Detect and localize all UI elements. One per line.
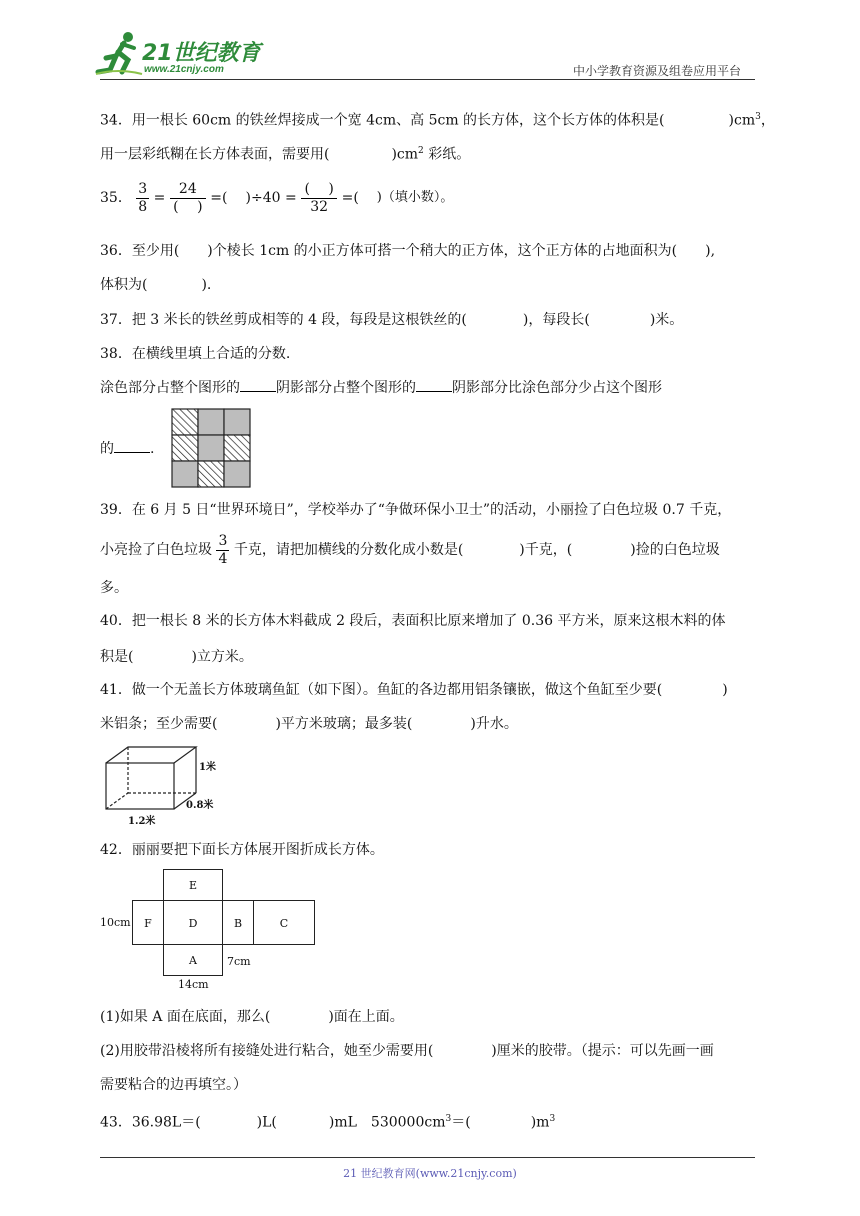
q35-eq: = (153, 190, 166, 206)
footer-text[interactable]: 21 世纪教育网(www.21cnjy.com) (343, 1167, 517, 1180)
q35-mid3: =( (341, 190, 359, 206)
q42-face-f-label: F (144, 917, 152, 930)
q42-face-c (253, 900, 315, 945)
q34-text-e: )cm (391, 146, 419, 163)
q39-a: 小亮捡了白色垃圾 (100, 542, 212, 558)
header-rule (100, 79, 755, 80)
q35-fraction-3 (301, 181, 337, 216)
q42-title: 42．丽丽要把下面长方体展开图折成长方体。 (100, 842, 384, 858)
logo-main-text: 21世纪教育 (142, 41, 261, 66)
q42-label-7cm: 7cm (227, 955, 251, 968)
q35-f2-den: ( ) (173, 198, 203, 215)
q43-a: 43．36.98L＝( (100, 1114, 201, 1131)
q42-face-d (163, 900, 223, 945)
q42-face-b-label: B (233, 917, 243, 930)
q42-sub1-b: )面在上面。 (328, 1009, 404, 1025)
q40-line1: 40．把一根长 8 米的长方体木料截成 2 段后，表面积比原来增加了 0.36 平方米，原来这根木料的体 (100, 613, 726, 629)
q38-a: 涂色部分占整个图形的 (100, 380, 240, 396)
q35-tail: )（填小数）。 (376, 190, 454, 205)
q41-c: 米铝条；至少需要( (100, 716, 218, 732)
q43-c: )mL 530000cm (328, 1114, 446, 1131)
q40-b: )立方米。 (191, 649, 253, 665)
q42-sub2-a: (2)用胶带沿棱将所有接缝处进行粘合，她至少需要用( (100, 1043, 434, 1059)
q34-text-b: )cm (728, 112, 756, 129)
q43-e: )m (530, 1114, 550, 1131)
q34-text-c: ， (760, 112, 775, 129)
q41-e: )升水。 (470, 716, 518, 732)
q40-a: 积是( (100, 649, 134, 665)
q35-f3-num: ( ) (301, 181, 337, 199)
q43-b: )L( (256, 1114, 277, 1131)
q36-a: 36．至少用( (100, 243, 180, 259)
q37-c: )米。 (649, 312, 684, 328)
q37-a: 37．把 3 米长的铁丝剪成相等的 4 段，每段是这根铁丝的( (100, 312, 467, 328)
q39-b: 千克，请把加横线的分数化成小数是( (233, 542, 464, 558)
q42-face-e-label: E (188, 879, 198, 892)
q35-fraction-2 (170, 181, 206, 216)
q41-label-height: 1米 (199, 762, 216, 773)
q41-d: )平方米玻璃；最多装( (275, 716, 413, 732)
q35-f3-den: 32 (310, 198, 329, 215)
q38-line2 (100, 379, 662, 397)
q35-mid1: =( (210, 190, 228, 206)
q42-face-b (222, 900, 254, 945)
q35-fraction-1 (136, 181, 149, 216)
q42-net-figure (100, 869, 330, 989)
q42-sub2-b: )厘米的胶带。（提示：可以先画一画 (491, 1043, 714, 1059)
q42-label-14cm: 14cm (178, 978, 209, 991)
q38-d: 的 (100, 441, 114, 457)
q42-face-c-label: C (279, 917, 289, 930)
q42-sub1-a: (1)如果 A 面在底面，那么( (100, 1009, 271, 1025)
q34-sup2: 2 (418, 146, 424, 156)
q41-label-width: 0.8米 (186, 800, 214, 811)
q38-grid-figure (170, 407, 252, 489)
q43-d: ＝( (451, 1114, 471, 1131)
grid-cell-hatched (172, 435, 198, 461)
q39-frac-den: 4 (218, 550, 228, 567)
q42-sub2-cont: 需要粘合的边再填空。） (100, 1077, 247, 1093)
grid-cell-shaded (198, 409, 224, 435)
q40-line2 (100, 648, 253, 666)
q36-line2 (100, 276, 211, 294)
q42-face-d-label: D (188, 917, 198, 930)
q34-text-a: 34．用一根长 60cm 的铁丝焊接成一个宽 4cm、高 5cm 的长方体，这个长方体的体积是( (100, 112, 665, 129)
q35-line (100, 180, 453, 220)
q39-line1: 39．在 6 月 5 日“世界环境日”，学校举办了“争做环保小卫士”的活动，小丽捡了白色垃圾 0.7 千克， (100, 502, 732, 518)
q36-line1 (100, 242, 715, 260)
q43-line (100, 1110, 555, 1132)
q38-e: . (150, 441, 155, 457)
q37-b: )，每段长( (522, 312, 590, 328)
q39-frac-num: 3 (218, 532, 228, 549)
q38-b: 阴影部分占整个图形的 (276, 380, 416, 396)
q34-line1 (100, 108, 775, 130)
q34-sup1: 3 (755, 112, 761, 122)
q38-line3 (100, 440, 154, 458)
grid-cell-shaded (224, 461, 250, 487)
runner-logo-icon (92, 30, 144, 76)
grid-cell-hatched (198, 461, 224, 487)
q39-line2 (100, 530, 720, 570)
q39-line3: 多。 (100, 580, 128, 596)
header-platform-text: 中小学教育资源及组卷应用平台 (573, 64, 742, 78)
q42-label-10cm: 10cm (100, 916, 131, 929)
logo (92, 30, 262, 78)
q35-f1-num: 3 (138, 180, 148, 197)
q34-line2 (100, 142, 470, 164)
q34-text-d: 用一层彩纸糊在长方体表面，需要用( (100, 146, 330, 163)
q41-line2 (100, 715, 518, 733)
q36-e: ). (201, 277, 212, 293)
grid-cell-shaded (224, 409, 250, 435)
q36-c: ), (705, 243, 716, 259)
q41-b: ) (722, 682, 728, 698)
q38-c: 阴影部分比涂色部分少占这个图形 (452, 380, 662, 396)
grid-cell-shaded (172, 461, 198, 487)
q41-label-length: 1.2米 (128, 816, 156, 827)
q36-d: 体积为( (100, 277, 148, 293)
q34-text-f: 彩纸。 (423, 146, 471, 163)
grid-cell-hatched (172, 409, 198, 435)
grid-cell-shaded (198, 435, 224, 461)
q42-face-f (132, 900, 164, 945)
q39-c: )千克，( (519, 542, 573, 558)
q38-title: 38．在横线里填上合适的分数. (100, 346, 291, 362)
q42-face-a (163, 944, 223, 976)
q42-face-a-label: A (189, 954, 197, 967)
q43-sup1: 3 (445, 1114, 452, 1124)
q35-mid2: )÷40 = (245, 190, 297, 206)
q41-line1 (100, 681, 728, 699)
q35-number: 35． (100, 190, 132, 206)
q42-sub1 (100, 1008, 404, 1026)
q42-face-e (163, 869, 223, 901)
q35-f1-den: 8 (138, 198, 148, 215)
q41-a: 41．做一个无盖长方体玻璃鱼缸（如下图）。鱼缸的各边都用铝条镶嵌，做这个鱼缸至少要( (100, 682, 663, 698)
q36-b: )个棱长 1cm 的小正方体可搭一个稍大的正方体，这个正方体的占地面积为( (207, 243, 678, 259)
q43-sup2: 3 (549, 1114, 556, 1124)
q39-d: )捡的白色垃圾 (630, 542, 720, 558)
footer-rule (100, 1157, 755, 1158)
q35-f2-num: 24 (170, 181, 206, 199)
q39-fraction (216, 533, 229, 568)
grid-cell-hatched (224, 435, 250, 461)
logo-sub-text: www.21cnjy.com (144, 64, 224, 75)
q42-sub2 (100, 1042, 714, 1060)
q37-line (100, 311, 683, 329)
